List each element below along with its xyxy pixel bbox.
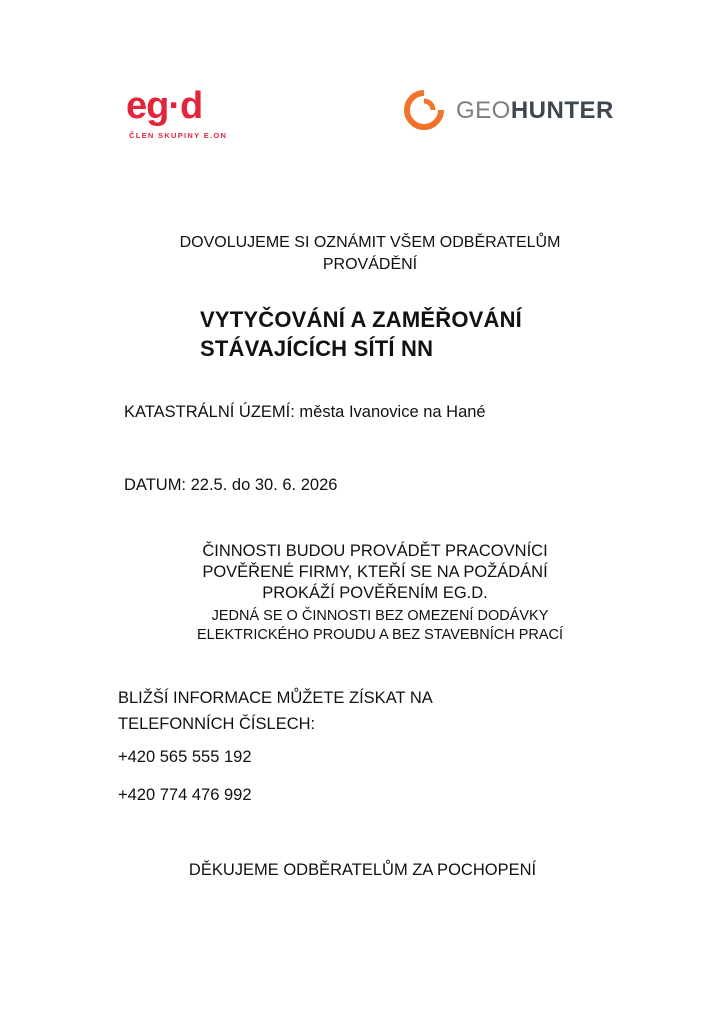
workers-notice — [110, 541, 640, 604]
geohunter-logo-word — [456, 97, 614, 125]
egd-logo — [126, 86, 236, 146]
geohunter-ring-icon — [404, 90, 444, 130]
geohunter-word-hunter: HUNTER — [510, 97, 614, 124]
headline-line-1: VYTYČOVÁNÍ A ZAMĚŘOVÁNÍ — [200, 307, 522, 332]
workers-line-1: ČINNOSTI BUDOU PROVÁDĚT PRACOVNÍCI — [202, 542, 548, 560]
phone-number: +420 565 555 192 — [118, 748, 252, 766]
cadastre-value: města Ivanovice na Hané — [299, 403, 486, 421]
egd-logo-tagline: ČLEN SKUPINY E.ON — [129, 131, 228, 140]
no-outage-line-1: JEDNÁ SE O ČINNOSTI BEZ OMEZENÍ DODÁVKY — [211, 608, 549, 624]
date-value: 22.5. do 30. 6. 2026 — [190, 476, 338, 494]
geohunter-word-geo: GEO — [456, 97, 511, 124]
headline — [200, 305, 522, 363]
egd-logo-word: eg·d — [126, 85, 203, 127]
intro-text — [120, 232, 620, 276]
thanks-text: DĚKUJEME ODBĚRATELŮM ZA POCHOPENÍ — [188, 861, 537, 879]
date-label: DATUM: — [124, 476, 187, 494]
geohunter-logo — [404, 90, 644, 134]
date-row — [124, 476, 337, 495]
info-line-1: BLIŽŠÍ INFORMACE MŮŽETE ZÍSKAT NA — [118, 689, 433, 707]
info-line-2: TELEFONNÍCH ČÍSLECH: — [118, 715, 316, 733]
no-outage-line-2: ELEKTRICKÉHO PROUDU A BEZ STAVEBNÍCH PRACÍ — [196, 627, 564, 643]
cadastre-row — [124, 403, 486, 422]
workers-line-3: PROKÁŽÍ POVĚŘENÍM EG.D. — [262, 584, 488, 602]
phone-number: +420 774 476 992 — [118, 786, 252, 804]
headline-line-2: STÁVAJÍCÍCH SÍTÍ NN — [200, 336, 434, 361]
no-outage-notice — [110, 607, 650, 645]
intro-line-1: DOVOLUJEME SI OZNÁMIT VŠEM ODBĚRATELŮM — [179, 234, 561, 251]
cadastre-label: KATASTRÁLNÍ ÚZEMÍ: — [124, 403, 295, 421]
intro-line-2: PROVÁDĚNÍ — [322, 256, 418, 273]
workers-line-2: POVĚŘENÉ FIRMY, KTEŘÍ SE NA POŽÁDÁNÍ — [202, 563, 548, 581]
contact-info — [118, 685, 538, 737]
